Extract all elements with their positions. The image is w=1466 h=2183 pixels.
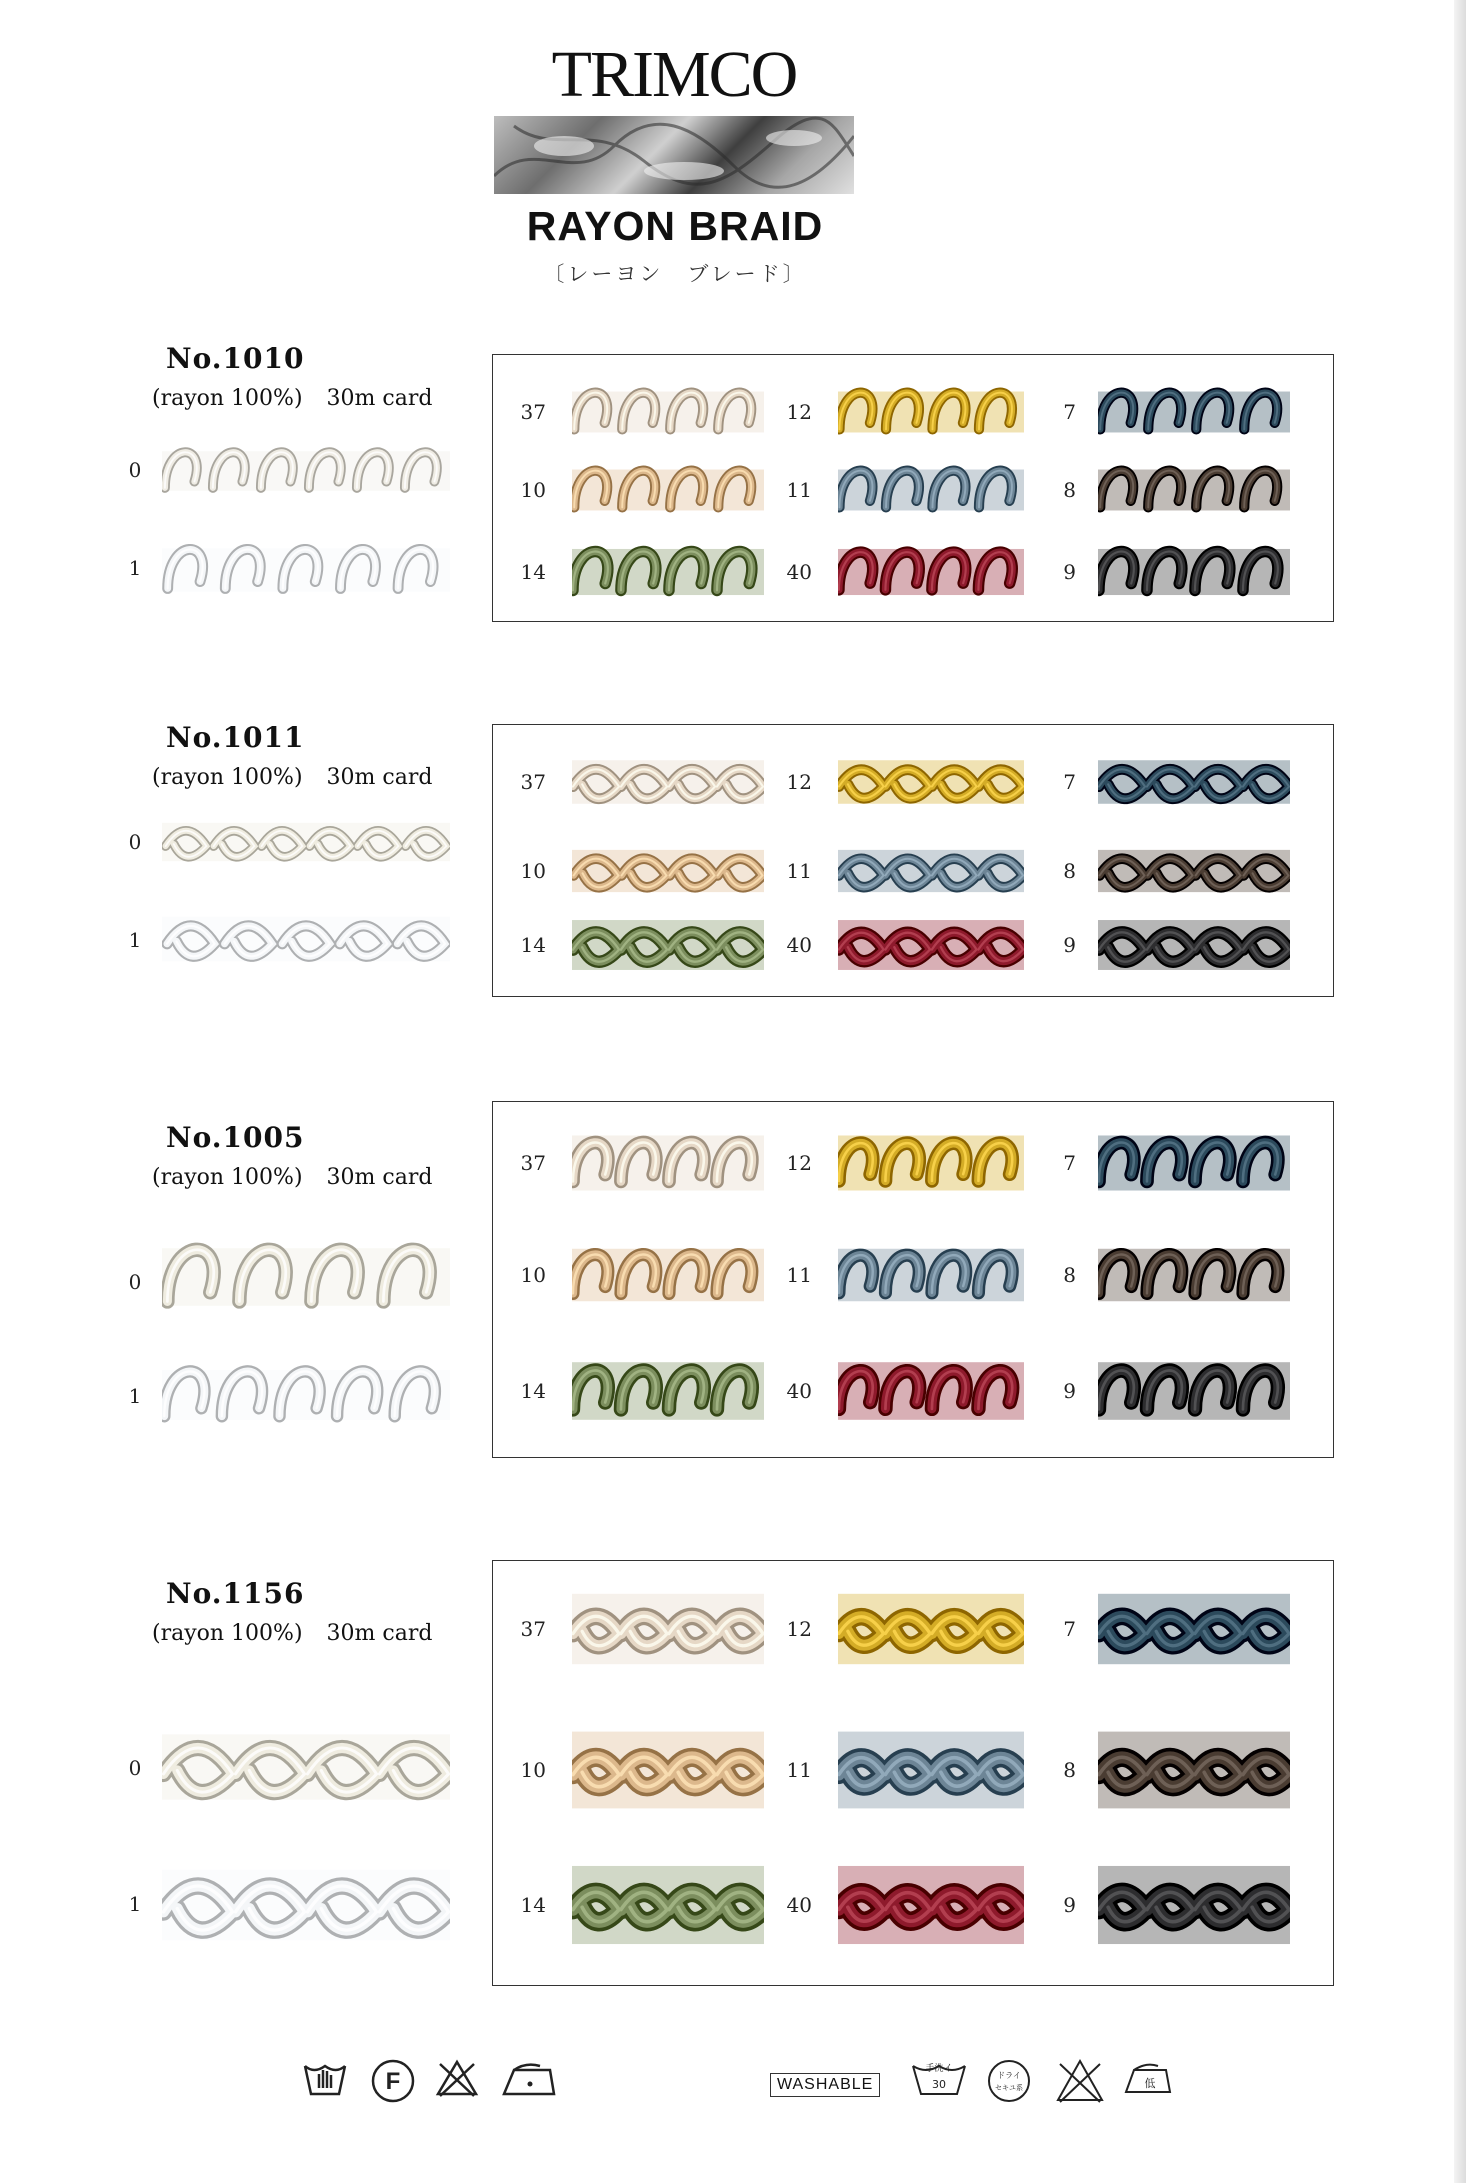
product-material: (rayon 100%) [152, 1621, 303, 1646]
swatch-label: 10 [520, 1263, 546, 1287]
swatch-label: 37 [520, 400, 546, 424]
hand-wash-icon [302, 2058, 348, 2098]
braid-swatch [572, 1844, 764, 1966]
washable-label: WASHABLE [770, 2073, 880, 2097]
braid-swatch [1098, 536, 1290, 608]
braid-swatch [1098, 1234, 1290, 1316]
swatch-label: 7 [1063, 400, 1076, 424]
swatch-label: 10 [520, 1758, 546, 1782]
braid-swatch [838, 536, 1024, 608]
swatch-label: 12 [786, 1617, 812, 1641]
swatch-label: 14 [520, 933, 546, 957]
swatch-label: 0 [128, 458, 142, 482]
product-card-length: 30m card [326, 1165, 433, 1190]
product-material: (rayon 100%) [152, 386, 303, 411]
product-number: No.1156 [166, 1577, 305, 1610]
braid-swatch [838, 380, 1024, 444]
swatch-label: 11 [786, 1758, 812, 1782]
swatch-label: 9 [1063, 1379, 1076, 1403]
product-spec [152, 1621, 432, 1646]
iron-icon [500, 2058, 558, 2098]
swatch-label: 9 [1063, 933, 1076, 957]
product-card-length: 30m card [326, 386, 433, 411]
swatch-label: 37 [520, 1151, 546, 1175]
page-edge-shadow [1454, 0, 1466, 2183]
braid-swatch [162, 1850, 450, 1960]
swatch-label: 11 [786, 478, 812, 502]
swatch-label: 8 [1063, 1263, 1076, 1287]
swatch-label: 12 [786, 1151, 812, 1175]
braid-swatch [838, 906, 1024, 984]
product-number: No.1005 [166, 1121, 305, 1154]
braid-swatch [838, 1574, 1024, 1684]
braid-swatch [572, 458, 764, 522]
iron-low-icon [1122, 2058, 1174, 2098]
braid-swatch [838, 748, 1024, 816]
braid-swatch [1098, 458, 1290, 522]
swatch-label: 0 [128, 1756, 142, 1780]
braid-swatch [572, 1234, 764, 1316]
braid-swatch [162, 1356, 450, 1434]
braid-swatch [838, 1844, 1024, 1966]
braid-swatch [1098, 1346, 1290, 1436]
braid-swatch [838, 1346, 1024, 1436]
swatch-label: 7 [1063, 1617, 1076, 1641]
braid-swatch [1098, 906, 1290, 984]
braid-swatch [1098, 1120, 1290, 1206]
braid-swatch [1098, 380, 1290, 444]
braid-swatch [162, 904, 450, 974]
braid-swatch [838, 838, 1024, 904]
braid-swatch [1098, 1844, 1290, 1966]
swatch-label: 40 [786, 1893, 812, 1917]
brand-logo: TRIMCO [551, 38, 797, 111]
braid-swatch [838, 458, 1024, 522]
swatch-label: 14 [520, 1379, 546, 1403]
swatch-label: 37 [520, 1617, 546, 1641]
page-title: RAYON BRAID [526, 203, 824, 249]
swatch-label: 40 [786, 1379, 812, 1403]
swatch-label: 11 [786, 859, 812, 883]
product-spec [152, 1165, 432, 1190]
swatch-label: 8 [1063, 1758, 1076, 1782]
dry-clean-f-icon [370, 2058, 416, 2104]
braid-swatch [572, 536, 764, 608]
braid-swatch [572, 1346, 764, 1436]
braid-swatch [572, 1574, 764, 1684]
braid-swatch [162, 1716, 450, 1818]
braid-swatch [838, 1710, 1024, 1830]
swatch-label: 12 [786, 770, 812, 794]
braid-swatch [162, 812, 450, 872]
braid-swatch [572, 1120, 764, 1206]
hand-wash-30-icon [910, 2058, 968, 2098]
braid-swatch [572, 1710, 764, 1830]
braid-swatch [1098, 1710, 1290, 1830]
swatch-label: 0 [128, 830, 142, 854]
braid-swatch [572, 838, 764, 904]
hand-wash-temp: 30 [932, 2078, 946, 2091]
swatch-label: 40 [786, 560, 812, 584]
braid-swatch [838, 1120, 1024, 1206]
product-number: No.1010 [166, 342, 305, 375]
swatch-label: 0 [128, 1270, 142, 1294]
swatch-label: 9 [1063, 1893, 1076, 1917]
swatch-label: 1 [128, 1892, 142, 1916]
swatch-label: 10 [520, 859, 546, 883]
braid-swatch [838, 1234, 1024, 1316]
banner-image [494, 116, 854, 194]
svg-text:F: F [385, 2068, 401, 2095]
braid-swatch [572, 748, 764, 816]
product-material: (rayon 100%) [152, 1165, 303, 1190]
dry-text-top: ドライ [997, 2071, 1021, 2080]
no-chlorine-bleach-icon [1054, 2058, 1106, 2104]
swatch-label: 37 [520, 770, 546, 794]
swatch-label: 1 [128, 556, 142, 580]
swatch-label: 7 [1063, 1151, 1076, 1175]
braid-swatch [572, 906, 764, 984]
swatch-label: 11 [786, 1263, 812, 1287]
swatch-label: 7 [1063, 770, 1076, 794]
product-spec [152, 765, 432, 790]
swatch-label: 14 [520, 1893, 546, 1917]
swatch-label: 8 [1063, 478, 1076, 502]
braid-swatch [572, 380, 764, 444]
braid-swatch [162, 1232, 450, 1322]
page-subtitle: 〔レーヨン ブレード〕 [543, 262, 807, 286]
swatch-label: 1 [128, 1384, 142, 1408]
braid-swatch [162, 440, 450, 502]
dry-text-bottom: セキユ系 [995, 2084, 1023, 2092]
iron-text: 低 [1144, 2077, 1156, 2090]
braid-swatch [1098, 1574, 1290, 1684]
product-card-length: 30m card [326, 765, 433, 790]
no-bleach-icon [434, 2058, 480, 2098]
product-card-length: 30m card [326, 1621, 433, 1646]
swatch-label: 12 [786, 400, 812, 424]
swatch-label: 10 [520, 478, 546, 502]
braid-swatch [1098, 748, 1290, 816]
braid-swatch [162, 536, 450, 604]
swatch-label: 14 [520, 560, 546, 584]
product-spec [152, 386, 432, 411]
hand-wash-text: 手洗イ [925, 2064, 953, 2074]
swatch-label: 9 [1063, 560, 1076, 584]
swatch-label: 8 [1063, 859, 1076, 883]
product-number: No.1011 [166, 721, 305, 754]
product-material: (rayon 100%) [152, 765, 303, 790]
braid-swatch [1098, 838, 1290, 904]
swatch-label: 1 [128, 928, 142, 952]
swatch-label: 40 [786, 933, 812, 957]
dry-clean-petroleum-icon [986, 2058, 1032, 2104]
